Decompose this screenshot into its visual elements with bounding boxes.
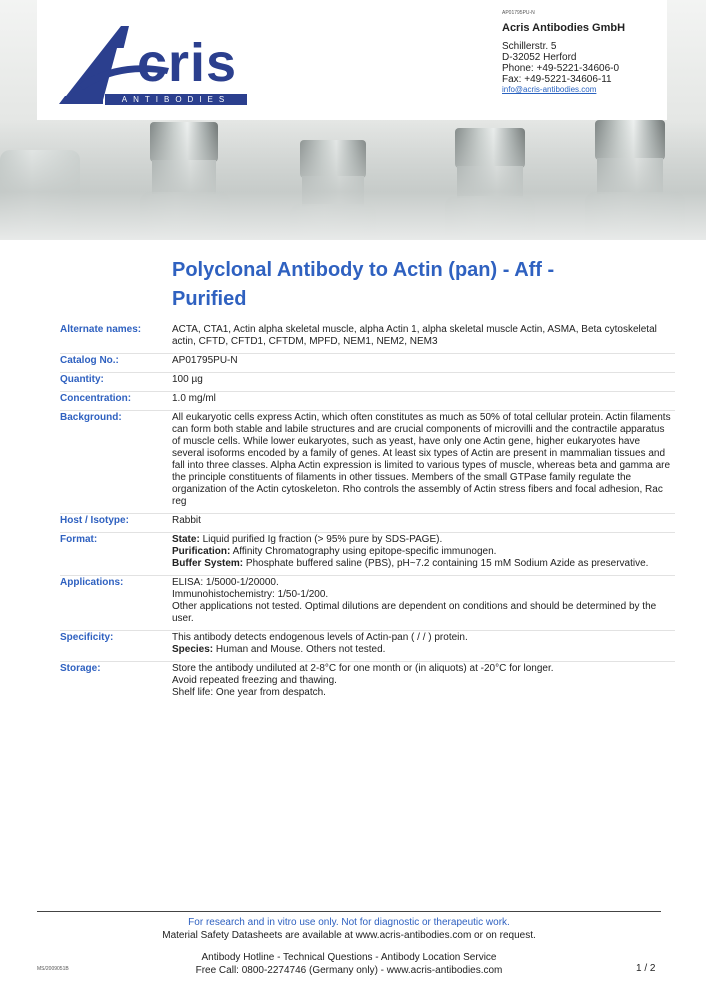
- spec-value: [172, 355, 675, 367]
- letterhead: [37, 0, 667, 120]
- spec-value-line: [172, 663, 675, 675]
- spec-value: [172, 324, 675, 348]
- spec-value: [172, 412, 675, 508]
- phone-number: Phone: +49-5221-34606-0: [502, 63, 620, 74]
- spec-value-line: [172, 546, 675, 558]
- hotline-text: Antibody Hotline - Technical Questions - Antibody Location Service: [201, 952, 497, 963]
- spec-subkey: Buffer System:: [172, 558, 244, 569]
- spec-row: [60, 391, 675, 410]
- spec-value-line: [172, 412, 675, 508]
- spec-value: [172, 577, 675, 625]
- email-link[interactable]: info@acris-antibodies.com: [502, 85, 597, 94]
- spec-subkey: State:: [172, 534, 200, 545]
- spec-value-line: [172, 601, 675, 625]
- spec-text: Store the antibody undiluted at 2-8°C for one month or (in aliquots) at -20°C for longer.: [172, 663, 554, 674]
- spec-label: Concentration:: [60, 393, 132, 404]
- spec-row: [60, 532, 675, 575]
- logo-tagline: ANTIBODIES: [105, 94, 247, 105]
- msds-notice: Material Safety Datasheets are available at www.acris-antibodies.com or on request.: [162, 930, 536, 941]
- logo-wordmark: cris: [137, 33, 238, 93]
- document-code: MS/2009051B: [37, 966, 69, 972]
- freecall-text: Free Call: 0800-2274746 (Germany only) - www.acris-antibodies.com: [195, 965, 503, 976]
- product-specs: [60, 323, 675, 704]
- spec-value: [172, 663, 675, 699]
- spec-text: Affinity Chromatography using epitope-specific immunogen.: [230, 546, 497, 557]
- spec-label: Catalog No.:: [60, 355, 119, 366]
- company-name: Acris Antibodies GmbH: [502, 22, 626, 34]
- spec-text: All eukaryotic cells express Actin, which often constitutes as much as 50% of total cellular protein. Actin filaments can form both stable and labile structures and are crucial components of microvilli and the contractile apparatus of muscle cells. While lower eukaryotes, such as yeast, have only one Actin gene, higher eukaryotes have several isoforms encoded by a family of genes. At least six types of Actin are present in mammalian tissues and fall into three classes. Alpha Actin expression is limited to various types of muscle, whereas beta and gamma are the principle constituents of filaments in other tissues. Members of the small GTPase family regulate the organization of the Actin cytoskeleton. Rho controls the assembly of Actin stress fibers and focal adhesion, Rac reg: [172, 412, 671, 507]
- spec-text: Phosphate buffered saline (PBS), pH~7.2 containing 15 mM Sodium Azide as preservative.: [243, 558, 649, 569]
- spec-text: Immunohistochemistry: 1/50-1/200.: [172, 589, 329, 600]
- address-city: D-32052 Herford: [502, 52, 577, 63]
- research-notice: For research and in vitro use only. Not for diagnostic or therapeutic work.: [188, 917, 510, 928]
- spec-text: ELISA: 1/5000-1/20000.: [172, 577, 279, 588]
- spec-value-line: [172, 675, 675, 687]
- spec-value: [172, 393, 675, 405]
- spec-label: Storage:: [60, 663, 101, 674]
- spec-text: 1.0 mg/ml: [172, 393, 216, 404]
- spec-label: Background:: [60, 412, 122, 423]
- spec-label: Specificity:: [60, 632, 114, 643]
- company-block: [502, 10, 625, 94]
- page-number: 1 / 2: [636, 963, 656, 974]
- spec-value-line: [172, 687, 675, 699]
- product-title: Polyclonal Antibody to Actin (pan) - Aff - Purified: [172, 259, 555, 310]
- spec-value-line: [172, 577, 675, 589]
- spec-value: [172, 534, 675, 570]
- spec-text: ACTA, CTA1, Actin alpha skeletal muscle, alpha Actin 1, alpha skeletal muscle Actin, ASMA, Beta cytoskeletal actin, CFTD, CFTD1, CFTDM, MPFD, NEM1, NEM2, NEM3: [172, 324, 657, 347]
- spec-value-line: [172, 374, 675, 386]
- spec-row: [60, 630, 675, 661]
- spec-text: AP01795PU-N: [172, 355, 238, 366]
- spec-row: [60, 372, 675, 391]
- spec-text: Other applications not tested. Optimal dilutions are dependent on conditions and should be determined by the user.: [172, 601, 657, 624]
- spec-value-line: [172, 589, 675, 601]
- catalog-code-small: AP01795PU-N: [502, 10, 535, 16]
- spec-value-line: [172, 355, 675, 367]
- spec-text: Avoid repeated freezing and thawing.: [172, 675, 337, 686]
- spec-subkey: Purification:: [172, 546, 231, 557]
- spec-row: [60, 661, 675, 704]
- spec-value: [172, 374, 675, 386]
- spec-label: Host / Isotype:: [60, 515, 129, 526]
- footer-divider: [37, 911, 661, 912]
- photo-fade: [0, 120, 706, 240]
- spec-value-line: [172, 644, 675, 656]
- spec-value: [172, 632, 675, 656]
- spec-label: Quantity:: [60, 374, 104, 385]
- spec-value-line: [172, 393, 675, 405]
- spec-row: [60, 323, 675, 353]
- spec-text: Rabbit: [172, 515, 201, 526]
- address-street: Schillerstr. 5: [502, 41, 557, 52]
- footer: [37, 916, 661, 977]
- spec-text: Shelf life: One year from despatch.: [172, 687, 326, 698]
- spec-value: [172, 515, 675, 527]
- acris-logo[interactable]: [59, 18, 249, 108]
- spec-text: Liquid purified Ig fraction (> 95% pure by SDS-PAGE).: [199, 534, 443, 545]
- spec-text: Human and Mouse. Others not tested.: [213, 644, 386, 655]
- spec-row: [60, 513, 675, 532]
- spec-row: [60, 575, 675, 630]
- spec-text: 100 µg: [172, 374, 203, 385]
- spec-value-line: [172, 515, 675, 527]
- spec-value-line: [172, 632, 675, 644]
- spec-row: [60, 353, 675, 372]
- spec-row: [60, 410, 675, 513]
- spec-label: Alternate names:: [60, 324, 142, 335]
- spec-value-line: [172, 324, 675, 348]
- spec-subkey: Species:: [172, 644, 214, 655]
- spec-value-line: [172, 534, 675, 546]
- fax-number: Fax: +49-5221-34606-11: [502, 74, 612, 85]
- spec-value-line: [172, 558, 675, 570]
- spec-label: Applications:: [60, 577, 124, 588]
- spec-label: Format:: [60, 534, 98, 545]
- spec-text: This antibody detects endogenous levels of Actin-pan ( / / ) protein.: [172, 632, 468, 643]
